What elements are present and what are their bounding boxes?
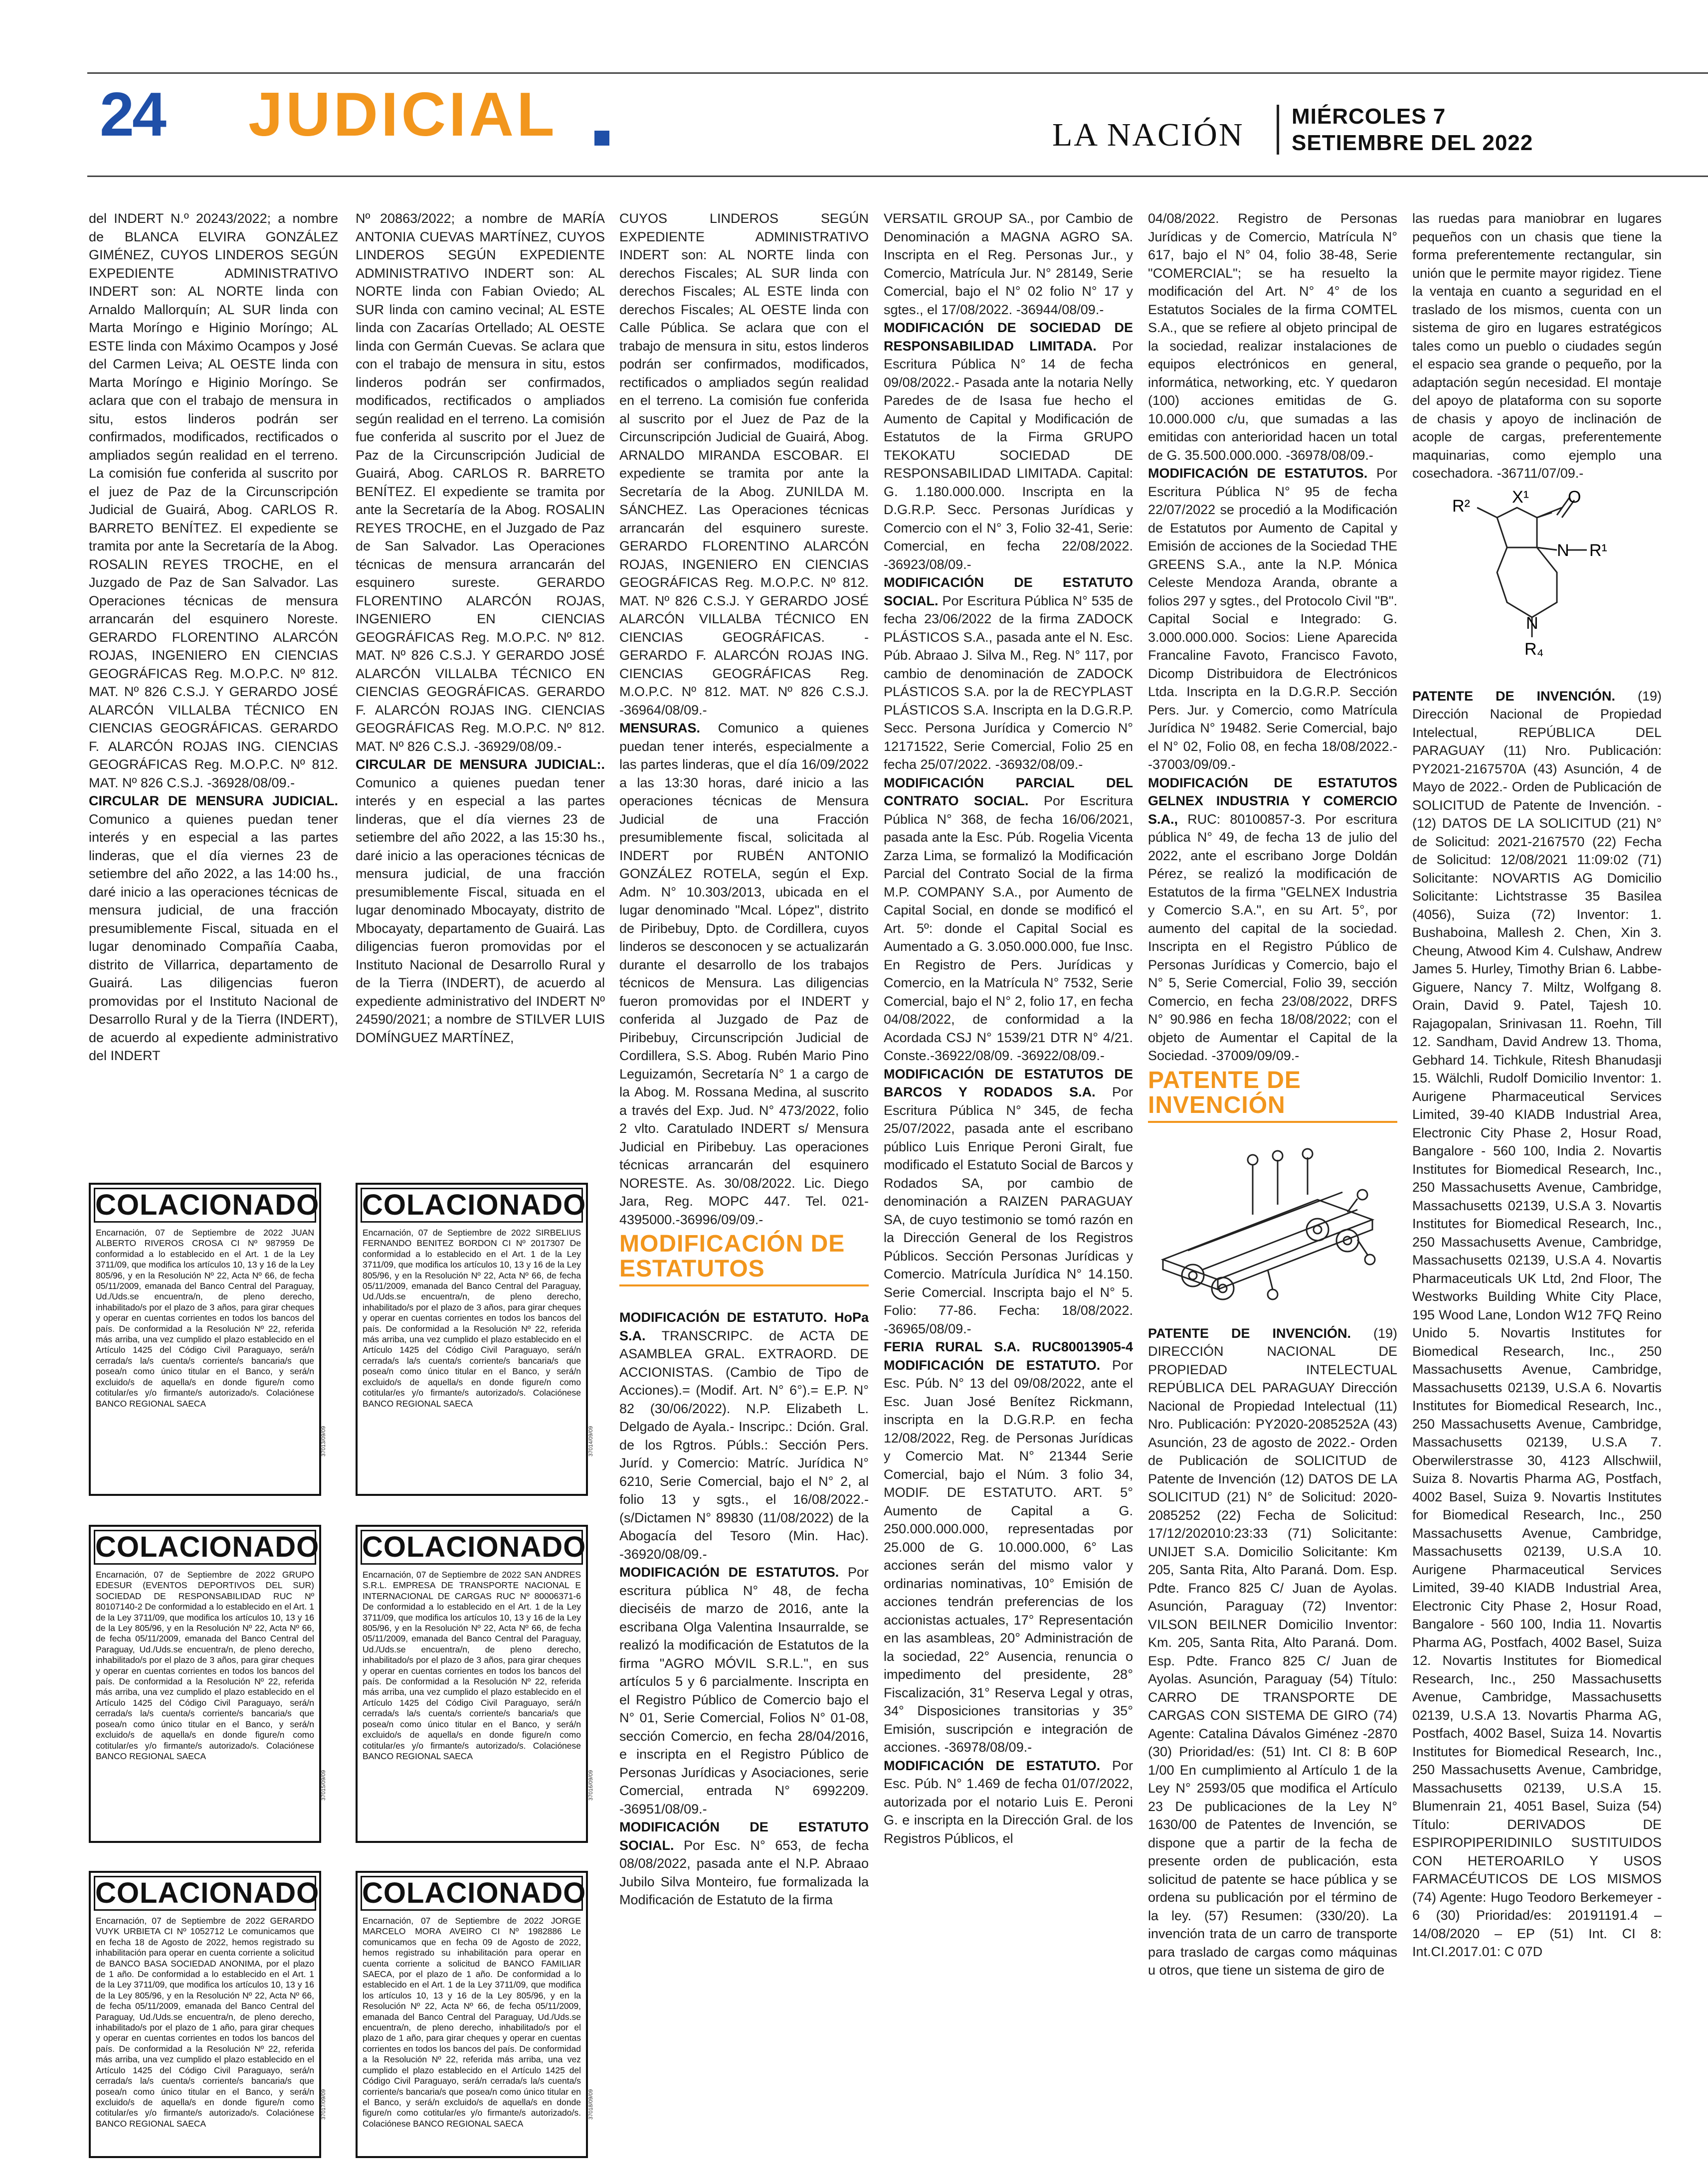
- notice-body: Por Escritura Pública N° 535 de fecha 23/06/2022 de la firma ZADOCK PLÁSTICOS S.A., pasada ante el N. Esc. Púb. Abraao J. Silva M., Reg. N° 117, por cambio de denominación de ZADOCK PLÁSTICOS S.A. por la de RECYPLAST PLÁSTICOS S.A. Inscripta en la D.G.R.P. Secc. Persona Jurídica y Comercio N° 12171522, Serie Comercial, Folio 25 en fecha 25/07/2022. -36932/08/09.-: [884, 593, 1133, 772]
- notice-heading: MODIFICACIÓN DE ESTATUTO SOCIAL.: [884, 575, 1133, 608]
- notice-barcos-rodados: [884, 1065, 1133, 1338]
- masthead-divider: [1277, 105, 1279, 155]
- colacionado-body: Encarnación, 07 de Septiembre de 2022 GERARDO VUYK URBIETA CI Nº 1052712 Le comunicamos que en fecha 18 de Agosto de 2022, hemos registrado su inhabilitación para operar en cuenta corriente a solicitud de BANCO BASA SOCIEDAD ANONIMA, por el plazo de 1 año. De conformidad a lo establecido en el Art. 1 de la Ley 3711/09, que modifica los artículos 10, 13 y 16 de la Ley 805/96, y en la Resolución Nº 22, Acta Nº 66, de fecha 05/11/2009, emanada del Banco Central del Paraguay, Ud./Uds.se encuentra/n, de pleno derecho, inhabilitado/s por el plazo de 1 año, para girar cheques y operar en cuentas corrientes en todos los bancos del país. De conformidad a la Resolución Nº 22, referida más arriba, una vez cumplido el plazo establecido en el Artículo 1425 del Código Civil Paraguayo, será/n cerrada/s la/s cuenta/s corriente/s bancaria/s que posea/n como único titular en el Banco, y será/n excluido/s de aquella/s en donde figure/n como cotitular/es y/o firmante/s autorizado/s. Colaciónese BANCO REGIONAL SAECA: [96, 1916, 314, 2129]
- notice-body: (19) DIRECCIÓN NACIONAL DE PROPIEDAD INTELECTUAL REPÚBLICA DEL PARAGUAY Dirección Nacional de Propiedad Intelectual (11) Nro. Publicación: PY2020-2085252A (43) Asunción, 23 de agosto de 2022.- Orden de Publicación de SOLICITUD de Patente de Invención (12) DATOS DE LA SOLICITUD (21) N° de Solicitud: 2020-2085252 (22) Fecha de Solicitud: 17/12/202010:23:33 (71) Solicitante: UNIJET S.A. Domicilio Solicitante: Km 205, Santa Rita, Alto Paraná. Dom. Esp. Pdte. Franco 825 C/ Juan de Ayolas. Asunción, Paraguay (72) Inventor: VILSON BEILNER Domicilio Inventor: Km. 205, Santa Rita, Alto Paraná. Dom. Esp. Pdte. Franco 825 C/ Juan de Ayolas. Asunción, Paraguay (54) Título: CARRO DE TRANSPORTE DE CARGAS CON SISTEMA DE GIRO (74) Agente: Catalina Dávalos Giménez -2870 (30) Prioridad/es: (51) Int. CI 8: B 60P 1/00 En cumplimiento al Artículo 1 de la Ley N° 2593/05 que modifica el Artículo 23 De publicaciones de la Ley N° 1630/00 de Patentes de Invención, se dispone que a partir de la fecha de presente orden de publicación, esta solicitud de patente se hace pública y se ordena su publicación por el término de la ley. (57) Resumen: (330/20). La invención trata de un carro de transporte para traslado de cargas como máquinas u otros, que tiene un sistema de giro de: [1148, 1325, 1397, 1978]
- notice-heading: MODIFICACIÓN PARCIAL DEL CONTRATO SOCIAL.: [884, 775, 1133, 808]
- header-rule: [87, 176, 1708, 177]
- notice-body: Por Escritura Pública N° 345, de fecha 25/07/2022, pasada ante el escribano público Luis Enrique Peroni Giralt, fue modificado el Estatuto Social de Barcos y Rodados SA, por cambio de denominación a RAIZEN PARAGUAY SA, de cuyo testimonio se tomó razón en la Dirección General de los Registros Públicos. Sección Personas Jurídicas y Comercio. Matrícula Jurídica N° 14.150. Serie Comercial. Inscripta bajo el N° 5. Folio: 77-86. Fecha: 18/08/2022. -36965/08/09.-: [884, 1085, 1133, 1336]
- colacionado-body: Encarnación, 07 de Septiembre de 2022 JORGE MARCELO MORA AVEIRO CI Nº 1982886 Le comunicamos que en fecha 09 de Agosto de 2022, hemos registrado su inhabilitación para operar en cuenta corriente a solicitud de BANCO FAMILIAR SAECA, por el plazo de 1 año. De conformidad a lo establecido en el Art. 1 de la Ley 3711/09, que modifica los artículos 10, 13 y 16 de la Ley 805/96, y en la Resolución Nº 22, Acta Nº 66, de fecha 05/11/2009, emanada del Banco Central del Paraguay, Ud./Uds.se encuentra/n, de pleno derecho, inhabilitado/s por el plazo de 1 año, para girar cheques y operar en cuentas corrientes en todos los bancos del país. De conformidad a la Resolución Nº 22, referida más arriba, una vez cumplido el plazo establecido en el Artículo 1425 del Código Civil Paraguayo, será/n cerrada/s la/s cuenta/s corriente/s bancaria/s que posea/n como único titular en el Banco, y será/n excluido/s de aquella/s en donde figure/n como cotitular/es y/o firmante/s autorizado/s. Colaciónese BANCO REGIONAL SAECA: [363, 1916, 581, 2129]
- notice-body: Por Esc. Púb. N° 13 del 09/08/2022, ante el Esc. Juan José Benítez Rickmann, inscripta en la D.G.R.P. en fecha 12/08/2022, Reg. de Personas Jurídicas y Comercio Mat. N° 21344 Serie Comercial, bajo el Núm. 3 folio 34, MODIF. DE ESTATUTO. ART. 5° Aumento de Capital a G. 250.000.000.000, representadas por 25.000 de G. 10.000.000, 6° Las acciones serán del mismo valor y ordinarias nominativas, 10° Emisión de acciones tendrán preferencias de los accionistas actuales, 17° Representación en las asambleas, 20° Administración de la sociedad, 22° Ausencia, renuncia o impedimento del presidente, 28° Fiscalización, 31° Reserva Legal y otras, 34° Disposiciones transitorias y 35° Emisión, suscripción e integración de acciones. -36978/08/09.-: [884, 1357, 1133, 1755]
- chem-label-r1: R¹: [1589, 541, 1607, 560]
- column-2: [356, 209, 605, 2154]
- notice-heading: MODIFICACIÓN DE ESTATUTOS.: [619, 1565, 839, 1580]
- notice-body: Por Esc. Púb. N° 1.469 de fecha 01/07/2022, autorizada por el notario Luis E. Peroni G. e inscripta en la Dirección Gral. de los Registros Públicos, el: [884, 1758, 1133, 1846]
- notice-versatil: VERSATIL GROUP SA., por Cambio de Denominación a MAGNA AGRO SA. Inscripta en el Reg. Personas Jur., y Comercio, Matrícula Jur. N° 28149, Serie Comercial, bajo el N° 02 folio N° 17 y sgtes., el 17/08/2022. -36944/08/09.-: [884, 211, 1133, 317]
- colacionado-body: Encarnación, 07 de Septiembre de 2022 SAN ANDRES S.R.L. EMPRESA DE TRANSPORTE NACIONAL E INTERNACIONAL DE CARGAS RUC Nº 80006371-6 De conformidad a lo establecido en el Art. 1 de la Ley 3711/09, que modifica los artículos 10, 13 y 16 de la Ley 805/96, y en la Resolución Nº 22, Acta Nº 66, de fecha 05/11/2009, emanada del Banco Central del Paraguay, Ud./Uds.se encuentra/n, de pleno derecho, inhabilitado/s por el plazo de 3 años, para girar cheques y operar en cuentas corrientes en todos los bancos del país. De conformidad a la Resolución Nº 22, referida más arriba, una vez cumplido el plazo establecido en el Artículo 1425 del Código Civil Paraguayo, será/n cerrada/s la/s cuenta/s corriente/s bancaria/s que posea/n como único titular en el Banco, y será/n excluido/s de aquella/s en donde figure/n como cotitular/es y/o firmante/s autorizado/s. Colaciónese BANCO REGIONAL SAECA: [363, 1570, 581, 1761]
- column-4: [884, 209, 1133, 2154]
- colacionado-box: [356, 1871, 588, 2158]
- notice-patente-unijet: [1148, 1324, 1397, 1980]
- column-3: [619, 209, 869, 2154]
- colacionado-box: [89, 1183, 321, 1496]
- notice-heading: MODIFICACIÓN DE ESTATUTOS.: [1148, 466, 1368, 481]
- ad-code: 37016/09/09: [588, 1770, 594, 1801]
- chem-label-x1: X¹: [1512, 487, 1529, 507]
- notice-heading: PATENTE DE INVENCIÓN.: [1148, 1325, 1351, 1341]
- colacionado-box: [356, 1525, 588, 1843]
- colacionado-box: [356, 1183, 588, 1496]
- notice-body: (19) Dirección Nacional de Propiedad Intelectual, REPÚBLICA DEL PARAGUAY (11) Nro. Publicación: PY2021-2167570A (43) Asunción, 4 de Mayo de 2022.- Orden de Publicación de SOLICITUD de Patente de Invención. - (12) DATOS DE LA SOLICITUD (21) N° de Solicitud: 2021-2167570 (22) Fecha de Solicitud: 12/08/2021 11:09:02 (71) Solicitante: NOVARTIS AG Domicilio Solicitante: Lichtstrasse 35 Basilea (4056), Suiza (72) Inventor: 1. Bushaboina, Mallesh 2. Chen, Xin 3. Cheung, Atwood Kim 4. Culshaw, Andrew James 5. Hurley, Timothy Brian 6. Labbe- Giguere, Nancy 7. Miltz, Wolfgang 8. Orain, David 9. Patel, Tajesh 10. Rajagopalan, Srinivasan 11. Roehn, Till 12. Sandham, David Andrew 13. Thoma, Gebhard 14. Tichkule, Ritesh Bhanudasji 15. Wälchli, Rudolf Domicilio Inventor: 1. Aurigene Pharmaceutical Services Limited, 39-40 KIADB Industrial Area, Electronic City Phase 2, Hosur Road, Bangalore - 560 100, India 2. Novartis Institutes for Biomedical Research, Inc., 250 Massachusetts Avenue, Cambridge, Massachusetts 02139, U.S.A 3. Novartis Institutes for Biomedical Research, Inc., 250 Massachusetts Avenue, Cambridge, Massachusetts 02139, U.S.A 4. Novartis Pharmaceuticals UK Ltd, 2nd Floor, The Westworks Building White City Place, 195 Wood Lane, London W12 7FQ Reino Unido 5. Novartis Institutes for Biomedical Research, Inc., 250 Massachusetts Avenue, Cambridge, Massachusetts 02139, U.S.A 6. Novartis Institutes for Biomedical Research, Inc., 250 Massachusetts Avenue, Cambridge, Massachusetts 02139, U.S.A 7. Oberwilerstrasse 30, 4123 Allschwiil, Suiza 8. Novartis Pharma AG, Postfach, 4002 Basel, Suiza 9. Novartis Institutes for Biomedical Research, Inc., 250 Massachusetts Avenue, Cambridge, Massachusetts 02139, U.S.A 10. Aurigene Pharmaceutical Services Limited, 39-40 KIADB Industrial Area, Electronic City Phase 2, Hosur Road, Bangalore - 560 100, India 11. Novartis Pharma AG, Postfach, 4002 Basel, Suiza 12. Novartis Institutes for Biomedical Research, Inc., 250 Massachusetts Avenue, Cambridge, Massachusetts 02139, U.S.A 13. Novartis Pharma AG, Postfach, 4002 Basel, Suiza 14. Novartis Institutes for Biomedical Research, Inc., 250 Massachusetts Avenue, Cambridge, Massachusetts 02139, U.S.A 15. Blumenrain 21, 4051 Basel, Suiza (54) Título: DERIVADOS DE ESPIROPIPERIDINILO SUSTITUIDOS CON HETEROARILO Y USOS FARMACÉUTICOS DE LOS MISMOS (74) Agente: Hugo Teodoro Berkemeyer - 6 (30) Prioridad/es: 20191191.4 – 14/08/2020 – EP (51) Int. CI 8: Int.CI.2017.01: C 07D: [1412, 688, 1662, 1959]
- ad-code: 37017/09/09: [321, 2089, 327, 2120]
- section-dot-icon: [594, 131, 609, 146]
- ad-code: 37014/09/09: [588, 1426, 594, 1456]
- notice-body: Comunico a quienes puedan tener interés y en especial a las partes linderas, que el día viernes 23 de setiembre del año 2022, a las 14:00 hs., daré inicio a las operaciones técnicas de mensura judicial, de una fracción presumiblemente Fiscal, situada en el lugar denominado Compañía Caaba, distrito de Villarrica, departamento de Guairá. Las diligencias fueron promovidas por el Instituto Nacional de Desarrollo Rural y de la Tierra (INDERT), de acuerdo al expediente administrativo del INDERT: [89, 811, 338, 1063]
- notice-comtel: [884, 1757, 1133, 1848]
- column-1: [89, 209, 338, 2154]
- chem-label-n-top: N: [1557, 541, 1569, 560]
- section-title: JUDICIAL: [248, 80, 558, 149]
- colacionado-box: [89, 1871, 321, 2158]
- ad-code: 37015/09/09: [321, 1770, 327, 1801]
- notice-body: Por Escritura Pública N° 14 de fecha 09/08/2022.- Pasada ante la notaria Nelly Paredes de de Isasa fue hecho el Aumento de Capital y Modificación de Estatutos de la Firma GRUPO TEKOKATU SOCIEDAD DE RESPONSABILIDAD LIMITADA. Capital: G. 1.180.000.000. Inscripta en la D.G.R.P. Secc. Personas Jurídicas y Comercio con el N° 3, Folio 32-41, Serie: Comercial, en fecha 22/08/2022. -36923/08/09.-: [884, 338, 1133, 572]
- notice-body: RUC: 80100857-3. Por escritura pública N° 49, de fecha 13 de julio del 2022, ante el escribano Jorge Doldán Pérez, se realizó la modificación de Estatutos de la firma "GELNEX Industria y Comercio S.A.", en su Art. 5°, por aumento del capital de la sociedad. Inscripta en el Registro Público de Personas Jurídicas y Comercio, bajo el N° 5, Serie Comercial, Folio 39, sección Comercio, en fecha 23/08/2022, DRFS N° 90.986 en fecha 18/08/2022; con el objeto de Aumentar el Capital de la Sociedad. -37009/09/09.-: [1148, 811, 1397, 1063]
- chem-label-o: O: [1568, 487, 1581, 507]
- notice-heading: FERIA RURAL S.A. RUC80013905-4 MODIFICACIÓN DE ESTATUTO.: [884, 1339, 1133, 1373]
- section-banner-modificacion: MODIFICACIÓN DE ESTATUTOS: [619, 1232, 869, 1286]
- notice-heading: PATENTE DE INVENCIÓN.: [1412, 688, 1615, 704]
- date-month-year: SETIEMBRE DEL 2022: [1292, 131, 1533, 155]
- notice-hopa: [619, 1308, 869, 1563]
- notice-mensura-dominguez: CUYOS LINDEROS SEGÚN EXPEDIENTE ADMINISTRATIVO INDERT son: AL NORTE linda con derechos Fiscales; AL SUR linda con derechos Fiscales; AL ESTE linda con derechos Fiscales; AL OESTE linda con Calle Pública. Se aclara que con el trabajo de mensura in situ, estos linderos podrán ser confirmados, modificados, rectificados o ampliados según realidad en el terreno. La comisión fue conferida al suscrito por el Juez de Paz de la Circunscripción Judicial de Guairá, Abog. ARNALDO MIRANDA ESCOBAR. El expediente se tramita por ante la Secretaría de la Abog. ZUNILDA M. SÁNCHEZ. Las Operaciones técnicas arrancarán del esquinero sureste. GERARDO FLORENTINO ALARCÓN ROJAS, INGENIERO EN CIENCIAS GEOGRÁFICAS Reg. M.O.P.C. Nº 812. MAT. Nº 826 C.S.J. Y GERARDO JOSÉ ALARCÓN VILLALBA TÉCNICO EN CIENCIAS GEOGRÁFICAS. - GERARDO F. ALARCÓN ROJAS ING. CIENCIAS GEOGRÁFICAS Reg. M.O.P.C. Nº 812. MAT. Nº 826 C.S.J. -36964/08/09.-: [619, 211, 869, 718]
- colacionado-body: Encarnación, 07 de Septiembre de 2022 JUAN ALBERTO RIVEROS CROSA CI Nº 987959 De conformidad a lo establecido en el Art. 1 de la Ley 3711/09, que modifica los artículos 10, 13 y 16 de la Ley 805/96, y en la Resolución Nº 22, Acta Nº 66, de fecha 05/11/2009, emanada del Banco Central del Paraguay, Ud./Uds.se encuentra/n, de pleno derecho, inhabilitado/s por el plazo de 3 años, para girar cheques y operar en cuentas corrientes en todos los bancos del país. De conformidad a la Resolución Nº 22, referida más arriba, una vez cumplido el plazo establecido en el Artículo 1425 del Código Civil Paraguayo, será/n cerrada/s la/s cuenta/s corriente/s bancaria/s que posea/n como único titular en el Banco, y será/n excluido/s de aquella/s en donde figure/n como cotitular/es y/o firmante/s autorizado/s. Colaciónese BANCO REGIONAL SAECA: [96, 1228, 314, 1409]
- notice-body: Por Esc. N° 653, de fecha 08/08/2022, pasada ante el N.P. Abraao Jubilo Silva Monteiro, fue formalizada la Modificación de Estatuto de la firma: [619, 1837, 869, 1907]
- column-5: [1148, 209, 1397, 2154]
- colacionado-body: Encarnación, 07 de Septiembre de 2022 GRUPO EDESUR (EVENTOS DEPORTIVOS DEL SUR) SOCIEDAD DE RESPONSABILIDAD RUC Nº 80107140-2 De conformidad a lo establecido en el Art. 1 de la Ley 3711/09, que modifica los artículos 10, 13 y 16 de la Ley 805/96, y en la Resolución Nº 22, Acta Nº 66, de fecha 05/11/2009, emanada del Banco Central del Paraguay, Ud./Uds.se encuentra/n, de pleno derecho, inhabilitado/s por el plazo de 3 años, para girar cheques y operar en cuentas corrientes en todos los bancos del país. De conformidad a la Resolución Nº 22, referida más arriba, una vez cumplido el plazo establecido en el Artículo 1425 del Código Civil Paraguayo, será/n cerrada/s la/s cuenta/s corriente/s bancaria/s que posea/n como único titular en el Banco, y será/n excluido/s de aquella/s en donde figure/n como cotitular/es y/o firmante/s autorizado/s. Colaciónese BANCO REGIONAL SAECA: [96, 1570, 314, 1761]
- notice-heading: MENSURAS.: [619, 721, 701, 735]
- notice-estatuto-social: [619, 1818, 869, 1909]
- notice-heading: CIRCULAR DE MENSURA JUDICIAL:.: [356, 757, 605, 772]
- colacionado-title: COLACIONADO: [361, 1530, 583, 1565]
- notice-mensura-cuevas: Nº 20863/2022; a nombre de MARÍA ANTONIA CUEVAS MARTÍNEZ, CUYOS LINDEROS SEGÚN EXPEDIENTE ADMINISTRATIVO INDERT son: AL NORTE linda con Fabian Oviedo; AL SUR linda con camino vecinal; AL ESTE linda con Zacarías Ortellado; AL OESTE linda con Germán Cuevas. Se aclara que con el trabajo de mensura in situ, estos linderos podrán ser confirmados, modificados, rectificados o ampliados según realidad en el terreno. La comisión fue conferida al suscrito por el Juez de Paz de la Circunscripción Judicial de Guairá, Abog. CARLOS R. BARRETO BENÍTEZ. El expediente se tramita por ante la Secretaría de la Abog. ROSALIN REYES TROCHE, en el Juzgado de Paz de San Salvador. Las Operaciones técnicas de mensura arrancarán del esquinero sureste. GERARDO FLORENTINO ALARCÓN ROJAS, INGENIERO EN CIENCIAS GEOGRÁFICAS Reg. M.O.P.C. Nº 812. MAT. Nº 826 C.S.J. Y GERARDO JOSÉ ALARCÓN VILLALBA TÉCNICO EN CIENCIAS GEOGRÁFICAS. GERARDO F. ALARCÓN ROJAS ING. CIENCIAS GEOGRÁFICAS Reg. M.O.P.C. Nº 812. MAT. Nº 826 C.S.J. -36929/08/09.-: [356, 211, 605, 754]
- column-6: [1412, 209, 1662, 2154]
- notice-patente-novartis: [1412, 687, 1662, 1961]
- notice-circular-mensura-1: [89, 792, 338, 1065]
- colacionado-body: Encarnación, 07 de Septiembre de 2022 SIRBELIUS FERNANDO BENITEZ BORDON CI Nº 2017307 De conformidad a lo establecido en el Art. 1 de la Ley 3711/09, que modifica los artículos 10, 13 y 16 de la Ley 805/96, y en la Resolución Nº 22, Acta Nº 66, de fecha 05/11/2009, emanada del Banco Central del Paraguay, Ud./Uds.se encuentra/n, de pleno derecho, inhabilitado/s por el plazo de 3 años, para girar cheques y operar en cuentas corrientes en todos los bancos del país. De conformidad a la Resolución Nº 22, referida más arriba, una vez cumplido el plazo establecido en el Artículo 1425 del Código Civil Paraguayo, será/n cerrada/s la/s cuenta/s corriente/s bancaria/s que posea/n como único titular en el Banco, y será/n excluido/s de aquella/s en donde figure/n como cotitular/es y/o firmante/s autorizado/s. Colaciónese BANCO REGIONAL SAECA: [363, 1228, 581, 1409]
- date-day: MIÉRCOLES 7: [1292, 104, 1446, 129]
- notice-body: Comunico a quienes puedan tener interés y en especial a las partes linderas, que el día viernes 23 de setiembre del año 2022, a las 15:30 hs., daré inicio a las operaciones técnicas de mensura judicial, de una fracción presumiblemente Fiscal, situada en el lugar denominado Mbocayaty, distrito de Mbocayaty, departamento de Guairá. Las diligencias fueron promovidas por el Instituto Nacional de Desarrollo Rural y de la Tierra (INDERT), de acuerdo al expediente administrativo del INDERT Nº 24590/2021; a nombre de STILVER LUIS DOMÍNGUEZ MARTÍNEZ,: [356, 775, 605, 1045]
- notice-heading: MODIFICACIÓN DE ESTATUTO.: [884, 1758, 1101, 1773]
- notice-comtel-cont: 04/08/2022. Registro de Personas Jurídicas y de Comercio, Matrícula N° 617, bajo el N° 04, folio 38-48, Serie "COMERCIAL"; se ha resuelto la modificación del Art. N° 4° de los Estatutos Sociales de la firma COMTEL S.A., que se refiere al objeto principal de la sociedad, realizar instalaciones de equipos electrónicos en general, informática, networking, etc. Y quedaron (100) acciones emitidas de G. 10.000.000 c/u, que sumadas a las emitidas con anterioridad hacen un total de G. 35.500.000.000. -36978/08/09.-: [1148, 211, 1397, 463]
- chem-label-r4: R₄: [1524, 639, 1544, 659]
- notice-heading: MODIFICACIÓN DE ESTATUTOS DE BARCOS Y RODADOS S.A.: [884, 1066, 1133, 1099]
- newspaper-logo: LA NACIÓN: [1052, 117, 1244, 153]
- notice-body: Por escritura pública N° 48, de fecha dieciséis de marzo de 2016, ante la escribana Olga Valentina Insaurralde, se realizó la modificación de Estatutos de la firma "AGRO MÓVIL S.R.L.", en sus artículos 5 y 6 parcialmente. Inscripta en el Registro Público de Comercio bajo el N° 01, Serie Comercial, Folios N° 01-08, sección Comercio, en fecha 28/04/2016, e inscripta en el Registro Público de Personas Jurídicas y Asociaciones, serie Comercial, entrada N° 6992209. -36951/08/09.-: [619, 1565, 869, 1816]
- notice-heading: MODIFICACIÓN DE ESTATUTO SOCIAL.: [619, 1819, 869, 1853]
- notice-body: TRANSCRIPC. de ACTA DE ASAMBLEA GRAL. EXTRAORD. DE ACCIONISTAS. (Cambio de Tipo de Acciones).= (Modif. Art. N° 6°).= E.P. N° 82 (30/06/2022). N.P. Elizabeth L. Delgado de Ayala.- Inscripc.: Dción. Gral. de los Rgtros. Públs.: Sección Pers. Juríd. y Comercio: Matríc. Jurídica N° 6210, Serie Comercial, bajo el N° 2, al folio 13 y sgts., el 16/08/2022.- (s/Dictamen N° 89830 (11/08/2022) de la Abogacía del Tesoro (Min. Hac). -36920/08/09.-: [619, 1328, 869, 1562]
- top-rule: [87, 72, 1708, 74]
- notice-heading: MODIFICACIÓN DE ESTATUTOS GELNEX INDUSTRIA Y COMERCIO S.A.,: [1148, 775, 1397, 827]
- notice-patente-unijet-cont: las ruedas para maniobrar en lugares pequeños con un chasis que tiene la forma preferentemente rectangular, sin unión que le permite mayor rigidez. Tiene la ventaja en cuanto a seguridad en el traslado de los mismos, cuenta con un sistema de giro en lugares estratégicos tales como un pueblo o ciudades según el espacio sea grande o pequeño, por la adaptación según necesidad. El montaje del apoyo de plataforma con su soporte de chasis y apoyo de inclinación de acople de cargas, preferentemente maquinarias, como ejemplo una cosechadora. -36711/07/09.-: [1412, 211, 1662, 481]
- colacionado-title: COLACIONADO: [361, 1188, 583, 1223]
- colacionado-title: COLACIONADO: [94, 1530, 316, 1565]
- notice-heading: MODIFICACIÓN DE SOCIEDAD DE RESPONSABILIDAD LIMITADA.: [884, 320, 1133, 354]
- notice-gelnex: [1148, 774, 1397, 1065]
- chem-label-n-bottom: N: [1526, 613, 1538, 633]
- notice-mensuras: [619, 719, 869, 1229]
- notice-heading: MODIFICACIÓN DE ESTATUTO. HoPa S.A.: [619, 1310, 869, 1343]
- notice-mensura-gonzalez: del INDERT N.º 20243/2022; a nombre de BLANCA ELVIRA GONZÁLEZ GIMÉNEZ, CUYOS LINDEROS SEGÚN EXPEDIENTE ADMINISTRATIVO INDERT son: AL NORTE linda con Arnaldo Mallorquín; AL SUR linda con Marta Moríngo e Higinio Moríngo; AL ESTE linda con Máximo Ocampos y José del Carmen Leiva; AL OESTE linda con Marta Moríngo e Higinio Moríngo. Se aclara que con el trabajo de mensura in situ, estos linderos podrán ser confirmados, modificados, rectificados o ampliados según realidad en el terreno. La comisión fue conferida al suscrito por el juez de Paz de la Circunscripción Judicial de Guairá, Abog. CARLOS R. BARRETO BENÍTEZ. El expediente se tramita por ante la Secretaría de la Abog. ROSALIN REYES TROCHE, en el Juzgado de Paz de San Salvador. Las Operaciones técnicas de mensura arrancarán del esquinero Noreste. GERARDO FLORENTINO ALARCÓN ROJAS, INGENIERO EN CIENCIAS GEOGRÁFICAS Reg. M.O.P.C. Nº 812. MAT. Nº 826 C.S.J. Y GERARDO JOSÉ ALARCÓN VILLALBA TÉCNICO EN CIENCIAS GEOGRÁFICAS. GERARDO F. ALARCÓN ROJAS ING. CIENCIAS GEOGRÁFICAS Reg. M.O.P.C. Nº 812. MAT. Nº 826 C.S.J. -36928/08/09.-: [89, 211, 338, 790]
- colacionado-title: COLACIONADO: [94, 1188, 316, 1223]
- notice-the-greens: [1148, 464, 1397, 774]
- cargo-trailer-drawing-icon: [1148, 1145, 1382, 1309]
- colacionado-title: COLACIONADO: [94, 1876, 316, 1911]
- notice-tekokatu: [884, 319, 1133, 573]
- notice-heading: CIRCULAR DE MENSURA JUDICIAL.: [89, 793, 338, 808]
- notice-mp-company: [884, 774, 1133, 1065]
- colacionado-box: [89, 1525, 321, 1843]
- notice-feria-rural: [884, 1338, 1133, 1757]
- notice-circular-mensura-2: [356, 755, 605, 1047]
- page-number: 24: [100, 80, 165, 149]
- notice-agro-movil: [619, 1563, 869, 1818]
- notice-body: Comunico a quienes puedan tener interés, especialmente a las partes linderas, que el día 16/09/2022 a las 13:30 horas, daré inicio a las operaciones técnicas de Mensura Judicial de una Fracción presumiblemente fiscal, solicitada al INDERT por RUBÉN ANTONIO GONZÁLEZ ROTELA, según el Exp. Adm. N° 10.303/2013, ubicada en el lugar denominado "Mcal. López", distrito de Piribebuy, Dpto. de Cordillera, cuyos linderos se desconocen y se actualizarán durante el desarrollo de los trabajos técnicos de Mensura. Las diligencias fueron promovidas por el INDERT y conferida al Juzgado de Paz de Piribebuy, Circunscripción Judicial de Cordillera, S.S. Abog. Rubén Mario Pino Leguizamón, Secretaría N° 1 a cargo de la Abog. M. Rossana Medina, al suscrito a través del Exp. Jud. N° 473/2022, folio 2 vlto. Caratulado INDERT s/ Mensura Judicial en Piribebuy. Las operaciones técnicas arrancarán del esquinero NORESTE. As. 30/08/2022. Lic. Diego Jara, Reg. MOPC 447. Tel. 021-4395000.-36996/09/09.-: [619, 721, 869, 1227]
- notice-zadock: [884, 573, 1133, 774]
- chemical-structure-icon: [1422, 488, 1652, 672]
- colacionado-title: COLACIONADO: [361, 1876, 583, 1911]
- chem-label-r2: R²: [1452, 496, 1470, 516]
- ad-code: 37018/09/09: [588, 2089, 594, 2120]
- section-banner-patente: PATENTE DE INVENCIÓN: [1148, 1068, 1397, 1123]
- notice-body: Por Escritura Pública N° 95 de fecha 22/07/2022 se procedió a la Modificación de Estatutos por Aumento de Capital y Emisión de acciones de la Sociedad THE GREENS S.A., ante la N.P. Mónica Celeste Mendoza Aranda, obrante a folios 297 y sgtes., del Protocolo Civil "B". Capital Social e Integrado: G. 3.000.000.000. Socios: Liene Aparecida Francaline Favoto, Francisco Favoto, Dicomp Distribuidora de Electrónicos Ltda. Inscripta en la D.G.R.P. Sección Pers. Jur. y Comercio, como Matrícula Jurídica N° 19482. Serie Comercial, bajo el N° 02, Folio 08, en fecha 18/08/2022.- -37003/09/09.-: [1148, 466, 1397, 772]
- ad-code: 37013/09/09: [321, 1426, 327, 1456]
- notice-body: Por Escritura Pública N° 368, de fecha 16/06/2021, pasada ante la Esc. Púb. Rogelia Vicenta Zarza Lima, se formalizó la Modificación Parcial del Contrato Social de la firma M.P. COMPANY S.A., por Aumento de Capital Social, en donde se modificó el Art. 5º: donde el Capital Social es Aumentado a G. 3.050.000.000, fue Insc. En Registro de Pers. Jurídicas y Comercio, en la Matrícula N° 7532, Serie Comercial, bajo el N° 2, folio 17, en fecha 04/08/2022, de conformidad a la Acordada CSJ N° 1539/21 DTR N° 4/21. Conste.-36922/08/09. -36922/08/09.-: [884, 793, 1133, 1063]
